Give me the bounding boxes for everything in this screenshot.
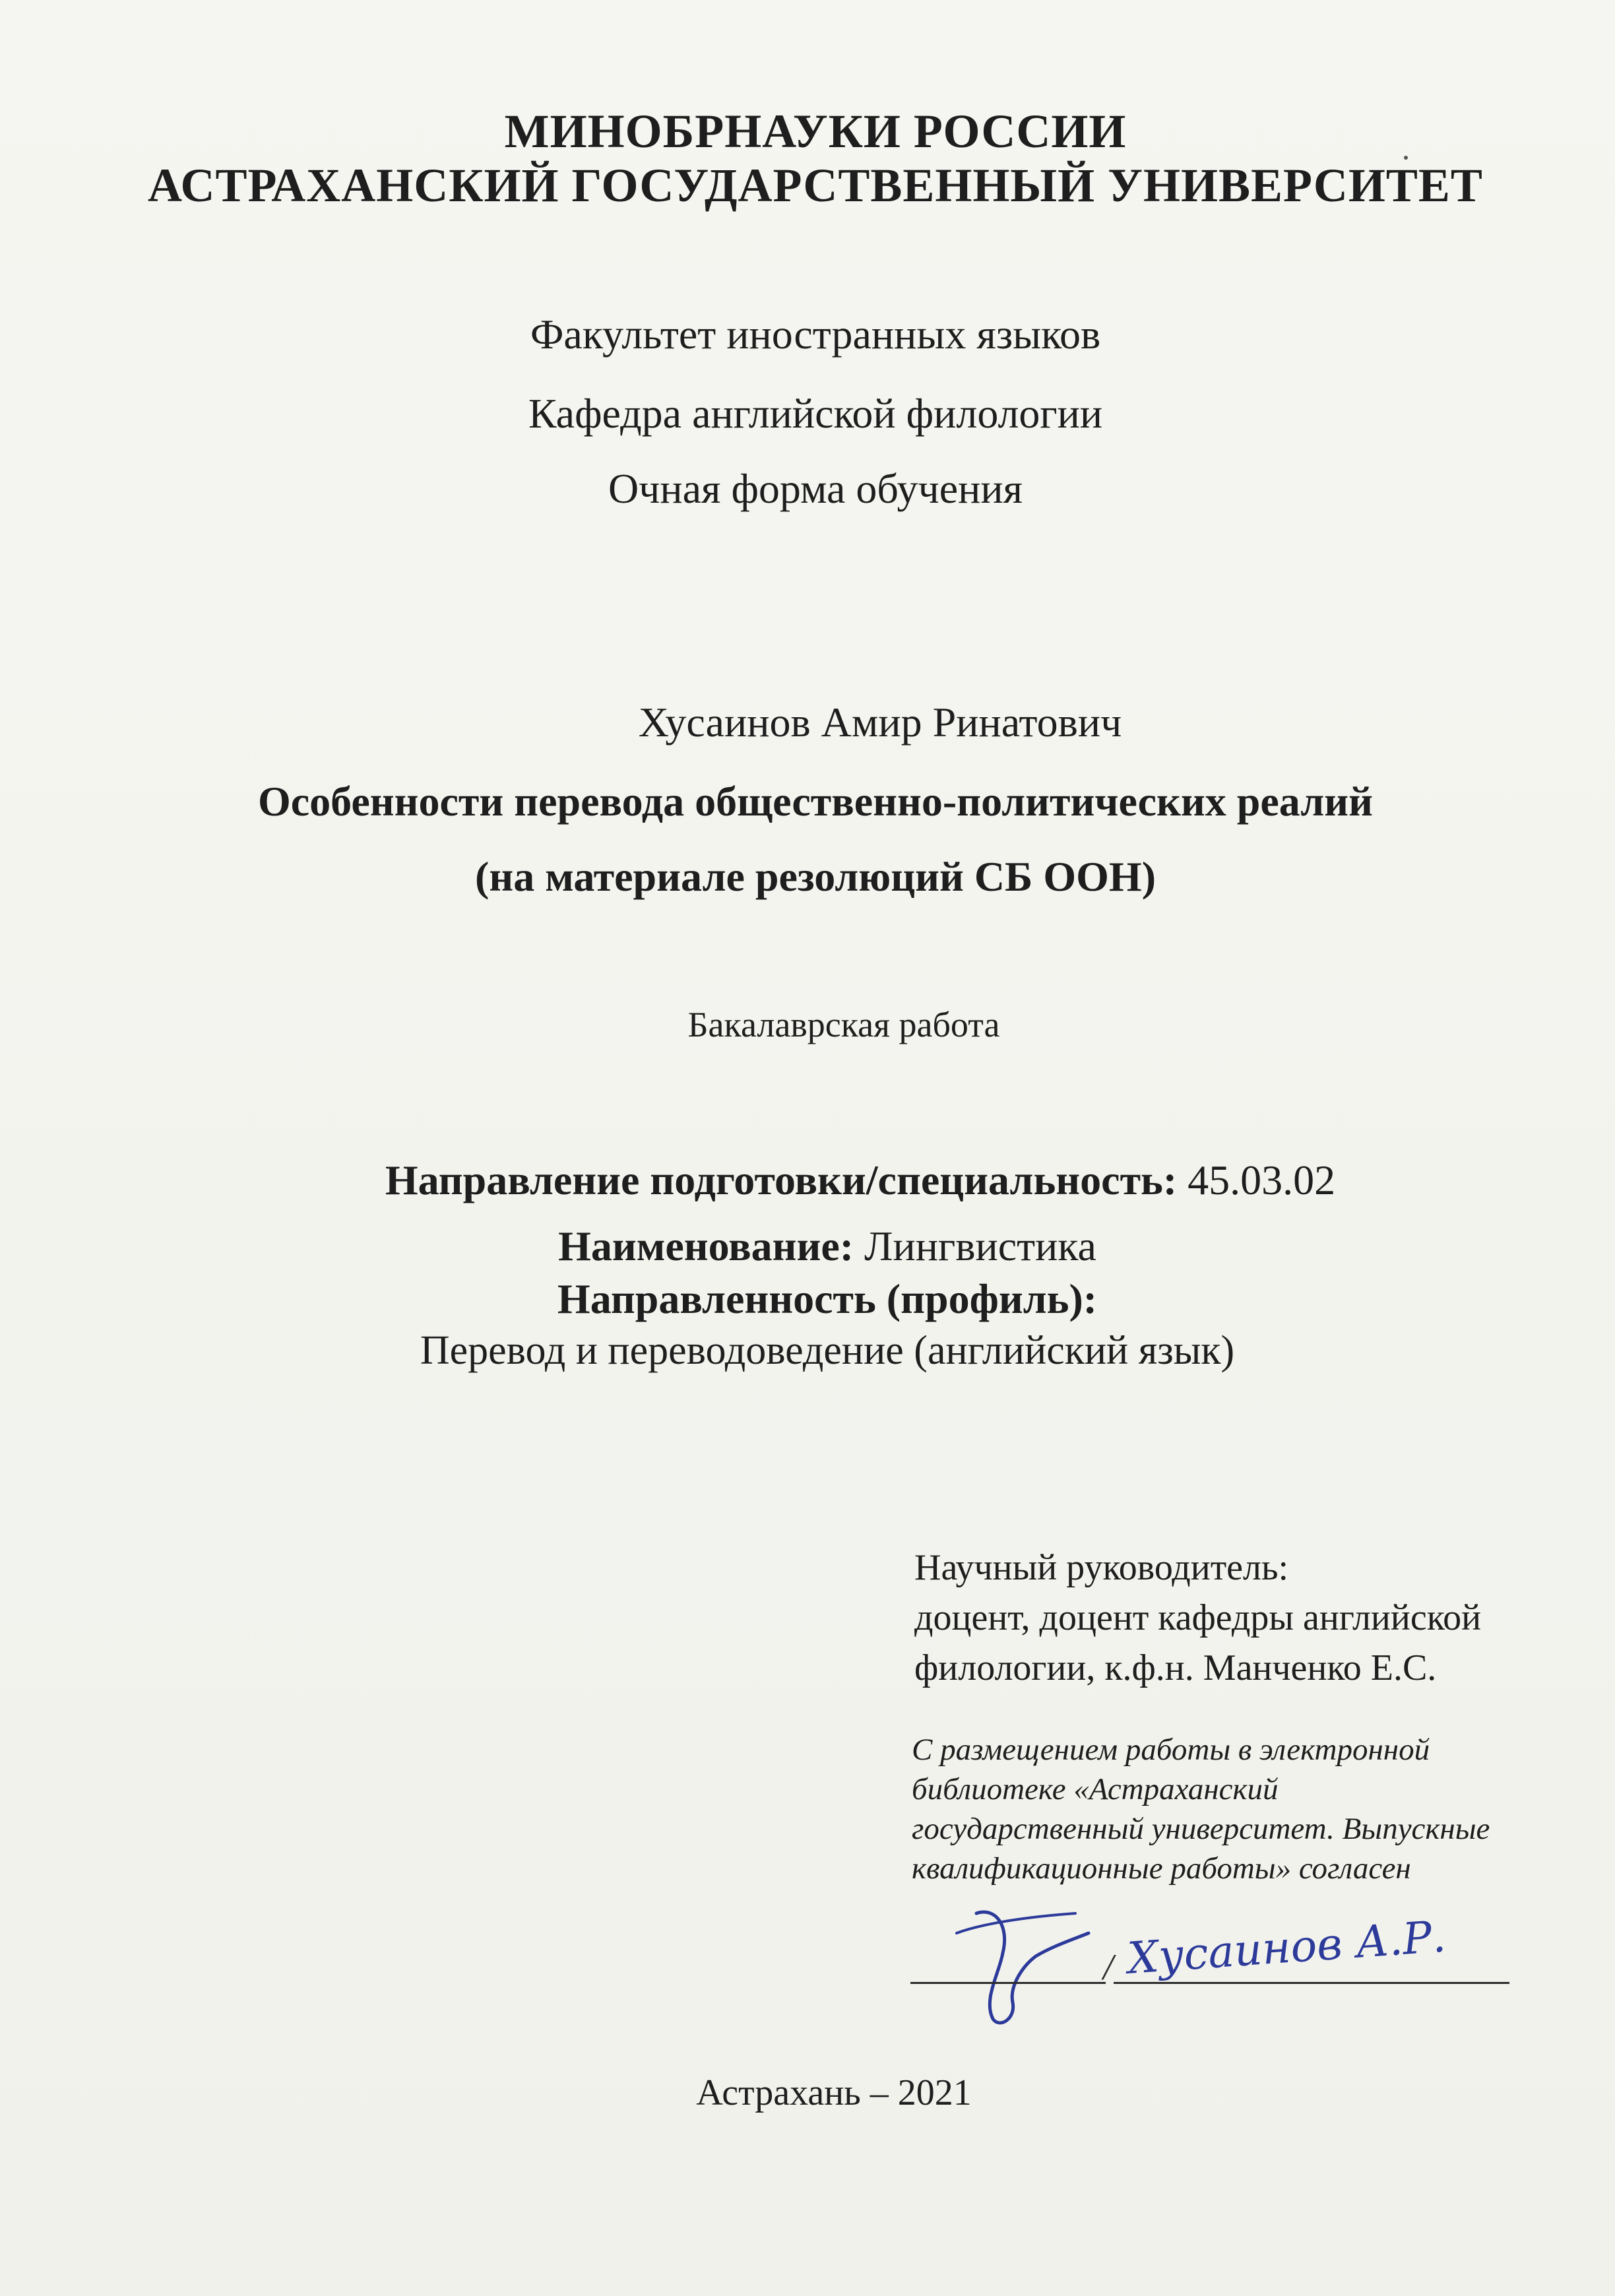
name-value: Лингвистика (854, 1223, 1096, 1269)
study-form-line: Очная форма обучения (608, 465, 1023, 512)
name-line (20, 1222, 1615, 1271)
direction-line (53, 1156, 1615, 1205)
profile-label: Направленность (профиль): (557, 1275, 1098, 1322)
signature-separator: / (1103, 1947, 1114, 1988)
consent-line-2: библиотеке «Астраханский (912, 1772, 1279, 1806)
consent-line-1: С размещением работы в электронной (912, 1733, 1430, 1767)
ministry-heading: МИНОБРНАУКИ РОССИИ (504, 105, 1127, 158)
name-underline (1114, 1982, 1509, 1984)
signature-mark (937, 1887, 1108, 2032)
work-type: Бакалаврская работа (687, 1005, 1000, 1044)
signature-underline (910, 1982, 1106, 1984)
university-heading: АСТРАХАНСКИЙ ГОСУДАРСТВЕННЫЙ УНИВЕРСИТЕТ (148, 159, 1483, 212)
direction-label: Направление подготовки/специальность: (385, 1157, 1178, 1203)
supervisor-line-1: Научный руководитель: (914, 1547, 1289, 1588)
name-label: Наименование: (558, 1223, 854, 1269)
author-name: Хусаинов Амир Ринатович (638, 699, 1122, 746)
supervisor-line-2: доцент, доцент кафедры английской (914, 1597, 1482, 1638)
direction-code: 45.03.02 (1177, 1157, 1336, 1203)
supervisor-line-3: филологии, к.ф.н. Манченко Е.С. (914, 1647, 1437, 1688)
faculty-line: Факультет иностранных языков (530, 311, 1101, 358)
consent-block (912, 1730, 1490, 1888)
supervisor-block (914, 1543, 1481, 1693)
thesis-title-line-1: Особенности перевода общественно-политических реалий (257, 778, 1374, 825)
city-year: Астрахань – 2021 (696, 2072, 972, 2113)
department-line: Кафедра английской филологии (528, 390, 1103, 437)
profile-value: Перевод и переводоведение (английский язык) (420, 1328, 1235, 1373)
consent-line-4: квалификационные работы» согласен (912, 1851, 1411, 1886)
consent-line-3: государственный университет. Выпускные (912, 1812, 1490, 1846)
thesis-title-line-2: (на материале резолюций СБ ООН) (475, 853, 1156, 900)
handwritten-name: Хусаинов А.Р. (1125, 1911, 1447, 1984)
